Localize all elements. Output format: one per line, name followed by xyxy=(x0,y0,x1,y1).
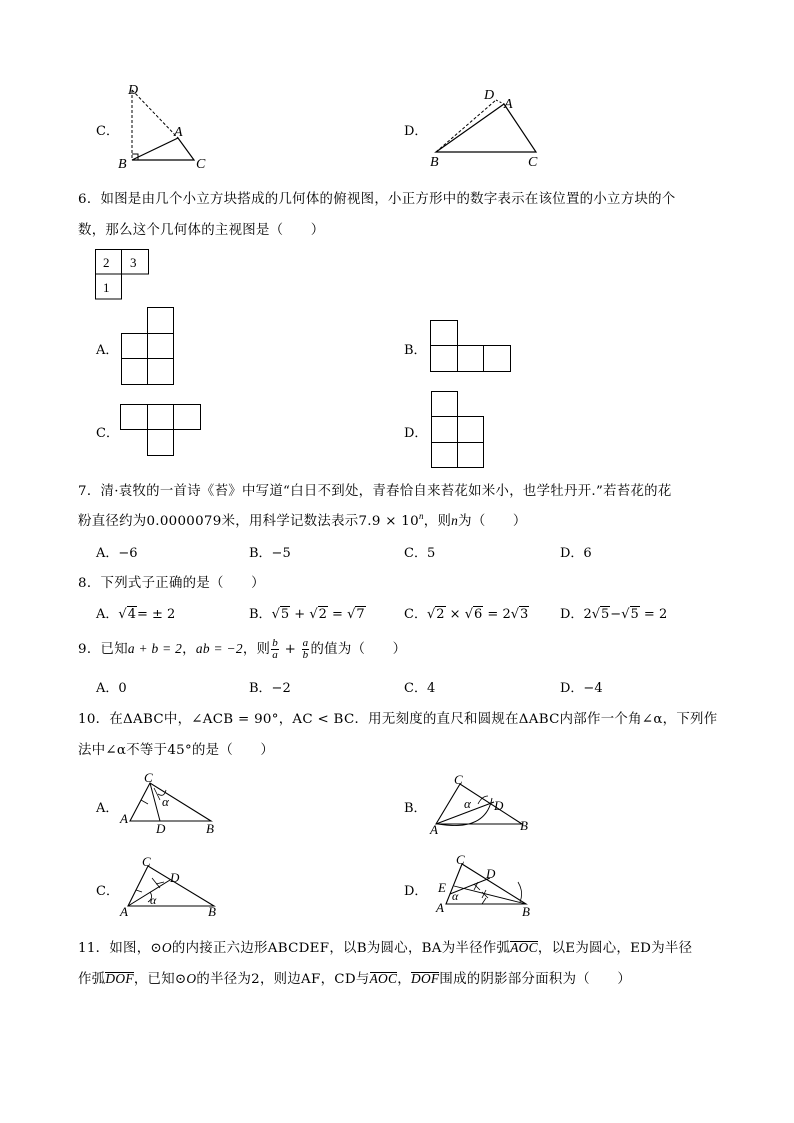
q9-frac1-num: b xyxy=(272,637,279,649)
q10d-label-alpha: α xyxy=(452,889,459,903)
q5-option-d-figure xyxy=(420,84,560,172)
q10-option-c-figure xyxy=(118,852,228,920)
q8-c-equals: = 2 xyxy=(483,607,511,622)
q11-l2-part-a: 作弧 xyxy=(78,972,106,987)
q10a-label-b: B xyxy=(206,821,214,836)
q10-stem-line1: 10．在ΔABC中，∠ACB = 90°，AC < BC．用无刻度的直尺和圆规在ΔABC内部作一个角∠α，下列作 xyxy=(78,712,718,727)
q11-l2-part-b: ，已知⊙ xyxy=(133,972,187,987)
q8-b-radicand-2: 2 xyxy=(318,607,327,622)
q9-frac2-num: a xyxy=(302,637,309,649)
q8-b-radicand-1: 5 xyxy=(280,607,290,622)
q6-option-a-label[interactable]: A． xyxy=(96,343,119,358)
q6-option-b-figure xyxy=(430,320,514,376)
q8-b-radicand-3: 7 xyxy=(356,607,365,622)
q5d-label-b: B xyxy=(430,155,439,170)
q11-l1-circle-o: O xyxy=(161,940,172,955)
q10b-label-a: A xyxy=(430,822,438,836)
q6-grid-cell-2: 3 xyxy=(130,255,137,270)
q7-option-b[interactable]: B．−5 xyxy=(249,546,291,561)
q11-l2-circle-o: O xyxy=(186,971,197,986)
q8-d-coef: 2 xyxy=(583,607,592,622)
q8-d-minus: − xyxy=(610,607,622,622)
q9-condition-1: a + b = 2 xyxy=(127,641,183,656)
q8-option-b[interactable]: B．√5 + √2 = √7 xyxy=(249,607,365,622)
q11-arc-dof-1: DOF xyxy=(105,971,134,986)
q6-stem-line1: 6．如图是由几个小立方块搭成的几何体的俯视图，小正方形中的数字表示在该位置的小立方块的个 xyxy=(78,192,676,207)
q9-plus: + xyxy=(280,642,301,657)
q10b-label-d: D xyxy=(494,798,504,813)
q5c-label-a: A xyxy=(174,125,183,140)
q10d-label-c: C xyxy=(456,852,465,867)
q8-d-prefix: D． xyxy=(560,607,584,622)
q10-option-c-label[interactable]: C． xyxy=(96,884,119,899)
q9-option-d[interactable]: D．−4 xyxy=(560,681,603,696)
q6-option-c-figure xyxy=(120,404,204,460)
q8-c-times: × xyxy=(445,607,465,622)
q10-option-a-figure xyxy=(118,770,228,838)
q8-c-radicand-1: 2 xyxy=(436,607,445,622)
q6-option-c-label[interactable]: C． xyxy=(96,426,119,441)
q7-exponent: n xyxy=(418,511,424,521)
q10b-label-b: B xyxy=(520,818,528,833)
q10a-label-alpha: α xyxy=(162,794,169,809)
q9-fraction-1 xyxy=(271,638,279,661)
q10a-label-c: C xyxy=(144,770,153,785)
q6-grid-cell-1: 2 xyxy=(103,255,110,270)
q6-top-view-grid xyxy=(95,249,155,303)
q11-l1-part-c: ，以E为圆心，ED为半径 xyxy=(537,941,693,956)
q10c-label-alpha: α xyxy=(150,893,157,907)
q10a-label-a: A xyxy=(120,811,128,826)
q7-option-a[interactable]: A．−6 xyxy=(96,546,138,561)
q10-option-b-label[interactable]: B． xyxy=(404,801,427,816)
q9-frac2-den: b xyxy=(302,649,309,661)
q5c-label-b: B xyxy=(118,157,127,172)
q9-frac1-den: a xyxy=(272,649,279,661)
q5c-label-d: D xyxy=(128,83,139,98)
q7-line2-part-c: 为（ ） xyxy=(458,514,527,529)
q10d-label-b: B xyxy=(522,904,530,919)
q8-d-equals: = 2 xyxy=(639,607,668,622)
q11-arc-aoc-2: AOC xyxy=(369,971,398,986)
q10a-label-d: D xyxy=(156,821,166,836)
q5-option-c-label[interactable]: C． xyxy=(96,124,119,139)
q10b-label-c: C xyxy=(454,772,463,787)
q11-l2-part-d: ， xyxy=(397,972,411,987)
q7-var-n: n xyxy=(451,513,459,528)
q7-line2-part-b: ，则 xyxy=(423,514,452,529)
q11-l2-part-e: 围成的阴影部分面积为（ ） xyxy=(439,972,632,987)
q5-option-c-figure xyxy=(112,80,222,172)
q6-option-b-label[interactable]: B． xyxy=(404,343,427,358)
q8-d-radicand-2: 5 xyxy=(630,607,639,622)
q6-grid-cell-3: 1 xyxy=(103,280,110,295)
q5d-label-a: A xyxy=(504,97,513,112)
q10-stem-line2: 法中∠α不等于45°的是（ ） xyxy=(78,743,275,758)
q8-d-radicand-1: 5 xyxy=(601,607,610,622)
q9-separator: ， xyxy=(182,642,196,657)
q6-option-d-figure xyxy=(431,391,487,471)
q9-mid-text: ，则 xyxy=(242,642,271,657)
q10-option-a-label[interactable]: A． xyxy=(96,801,119,816)
q11-l2-part-c: 的半径为2，则边AF，CD与 xyxy=(196,972,370,987)
q9-fraction-2 xyxy=(302,638,310,661)
q9-option-b[interactable]: B．−2 xyxy=(249,681,291,696)
q11-arc-dof-2: DOF xyxy=(410,971,440,986)
q6-option-d-label[interactable]: D． xyxy=(404,426,428,441)
q8-c-radicand-2: 6 xyxy=(474,607,483,622)
q7-option-c[interactable]: C．5 xyxy=(404,546,436,561)
q8-stem: 8．下列式子正确的是（ ） xyxy=(78,576,265,591)
q8-b-plus: + xyxy=(290,607,310,622)
q5d-label-d: D xyxy=(484,88,495,103)
q7-line2-part-a: 粉直径约为0.0000079米，用科学记数法表示7.9 × 10 xyxy=(78,514,419,529)
q5d-label-c: C xyxy=(528,155,538,170)
q11-l1-part-b: 的内接正六边形ABCDEF，以B为圆心，BA为半径作弧 xyxy=(171,941,511,956)
q8-a-prefix: A． xyxy=(96,607,119,622)
q11-stem-line2 xyxy=(78,968,631,987)
q8-c-prefix: C． xyxy=(404,607,427,622)
q10d-label-a: A xyxy=(436,900,444,915)
q8-option-a[interactable]: A．√4= ± 2 xyxy=(96,607,176,622)
q9-option-c[interactable]: C．4 xyxy=(404,681,436,696)
q11-stem-line1 xyxy=(78,937,692,956)
q10c-label-c: C xyxy=(142,854,151,869)
q8-a-radicand: 4 xyxy=(127,607,136,622)
q10c-label-b: B xyxy=(208,904,216,919)
q7-stem-line1: 7．清·袁牧的一首诗《苔》中写道“白日不到处，青春恰自来苔花如米小，也学牡丹开.”若苔花的花 xyxy=(78,484,672,499)
q8-option-d[interactable]: D．2√5−√5 = 2 xyxy=(560,607,668,622)
q8-a-rest: = ± 2 xyxy=(136,607,176,622)
q6-option-a-figure xyxy=(121,307,177,387)
q8-option-c[interactable]: C．√2 × √6 = 2√3 xyxy=(404,607,529,622)
q9-option-a[interactable]: A．0 xyxy=(96,681,127,696)
q5-option-d-label[interactable]: D． xyxy=(404,124,428,139)
q10d-label-d: D xyxy=(486,866,496,881)
q11-l1-part-a: 11．如图，⊙ xyxy=(78,941,162,956)
q10-option-b-figure xyxy=(426,772,538,836)
q10-option-d-figure xyxy=(428,852,544,922)
q7-stem-line2 xyxy=(78,510,527,529)
q7-option-d[interactable]: D．6 xyxy=(560,546,592,561)
q11-arc-aoc-1: AOC xyxy=(510,940,538,955)
q10b-label-alpha: α xyxy=(464,796,471,811)
q9-condition-2: ab = −2 xyxy=(195,641,243,656)
q9-stem xyxy=(78,634,406,664)
q8-c-radicand-3: 3 xyxy=(520,607,529,622)
q6-stem-line2: 数，那么这个几何体的主视图是（ ） xyxy=(78,223,325,238)
q10c-label-d: D xyxy=(170,870,180,885)
q9-suffix: 的值为（ ） xyxy=(310,642,407,657)
q10c-label-a: A xyxy=(120,904,128,919)
q8-b-equals: = xyxy=(327,607,348,622)
q8-b-prefix: B． xyxy=(249,607,272,622)
q10d-label-e: E xyxy=(438,880,446,895)
q9-prefix: 9．已知 xyxy=(78,642,128,657)
q10-option-d-label[interactable]: D． xyxy=(404,884,428,899)
q5c-label-c: C xyxy=(196,157,206,172)
